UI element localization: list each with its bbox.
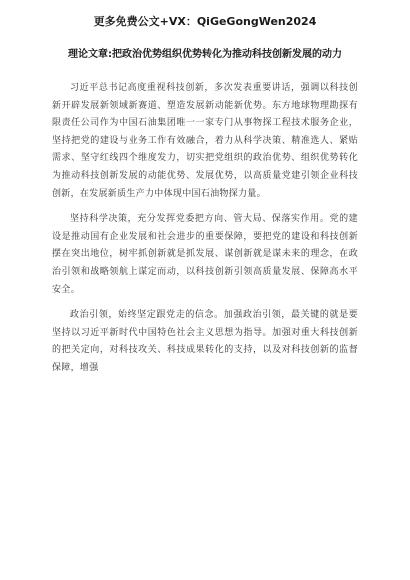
article-title: 理论文章:把政治优势组织优势转化为推动科技创新发展的动力	[68, 49, 342, 60]
paragraph: 坚持科学决策，充分发挥党委把方向、管大局、保落实作用。党的建设是推动国有企业发展和社会进步的重要保障，要把党的建设和科技创新摆在突出地位，树牢抓创新就是抓发展、谋创新就是谋未来的理念，在政治引领和战略领航上谋定而动，以科技创新引领高质量发展、保障高水平安全。	[52, 214, 358, 295]
page-header: 更多免费公文+VX：QiGeGongWen2024	[93, 15, 317, 28]
article-body	[52, 80, 358, 378]
paragraph: 政治引领，始终坚定跟党走的信念。加强政治引领，最关键的就是要坚持以习近平新时代中国特色社会主义思想为指导。加强对重大科技创新的把关定向，对科技攻关、科技成果转化的支持，以及对科技创新的监督保障，增强	[52, 310, 358, 373]
paragraph: 习近平总书记高度重视科技创新，多次发表重要讲话，强调以科技创新开辟发展新领域新赛道、塑造发展新动能新优势。东方地球物理勘探有限责任公司作为中国石油集团唯一一家专门从事物探工程技术服务企业，坚持把党的建设与业务工作有效融合，着力从科学决策、精准选人、紧贴需求、坚守红线四个维度发力，切实把党组织的政治优势、组织优势转化为推动科技创新发展的动能优势、发展优势，以高质量党建引领企业科技创新，在发展新质生产力中体现中国石油物探力量。	[52, 83, 358, 199]
